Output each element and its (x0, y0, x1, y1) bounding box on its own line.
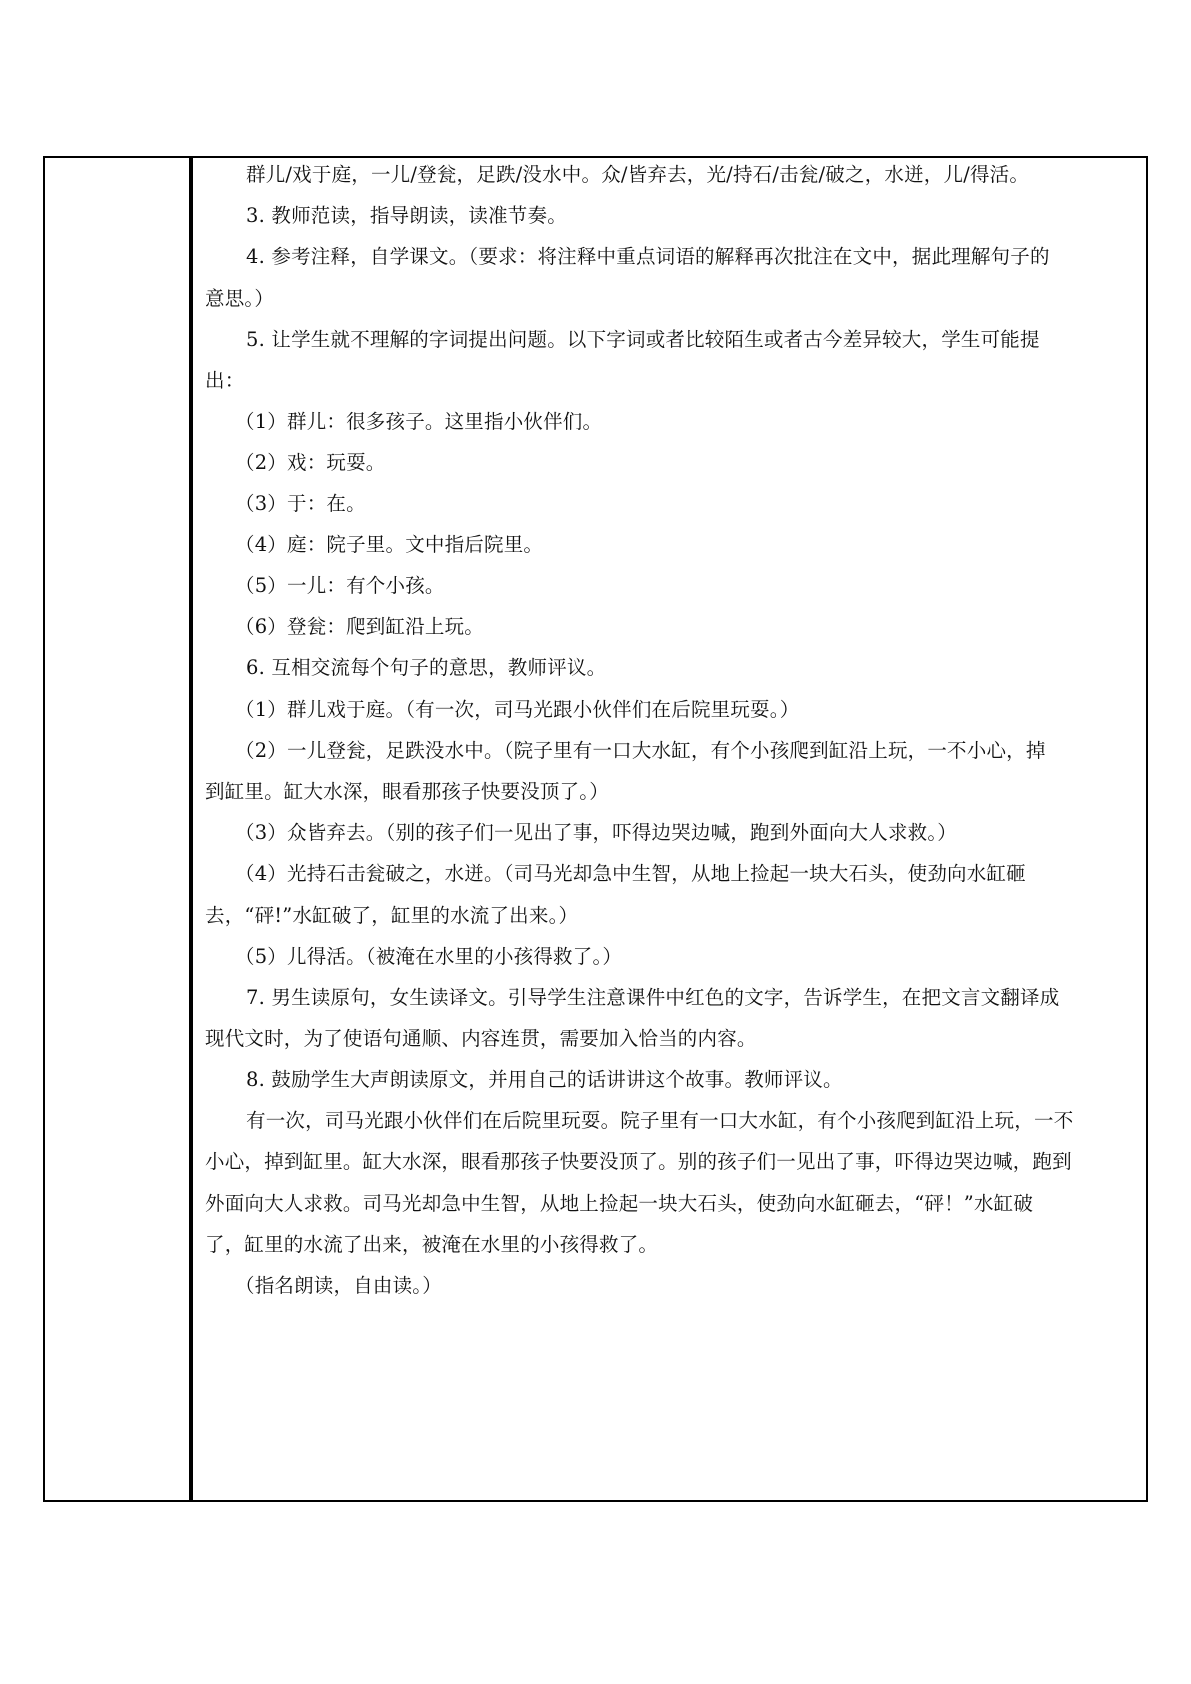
paragraph-line: （5）儿得活。（被淹在水里的小孩得救了。） (235, 945, 623, 968)
paragraph-line: （1）群儿戏于庭。（有一次，司马光跟小伙伴们在后院里玩耍。） (235, 698, 800, 721)
paragraph-line: 小心，掉到缸里。缸大水深，眼看那孩子快要没顶了。别的孩子们一见出了事，吓得边哭边喊，跑到 (205, 1150, 1072, 1173)
paragraph-line: 去，“砰!”水缸破了，缸里的水流了出来。） (205, 904, 579, 927)
paragraph-line: （4）光持石击瓮破之，水迸。（司马光却急中生智，从地上捡起一块大石头，使劲向水缸砸 (235, 862, 1026, 885)
paragraph-line: 群儿/戏于庭，一儿/登瓮，足跌/没水中。众/皆弃去，光/持石/击瓮/破之，水迸，儿/得活。 (246, 163, 1030, 186)
paragraph-line: 了，缸里的水流了出来，被淹在水里的小孩得救了。 (205, 1233, 659, 1256)
paragraph-line: 3. 教师范读，指导朗读，读准节奏。 (246, 204, 567, 227)
paragraph-line: 外面向大人求救。司马光却急中生智，从地上捡起一块大石头，使劲向水缸砸去，“砰！”水缸破 (205, 1192, 1034, 1215)
lesson-table (43, 156, 1148, 1502)
paragraph-line: 到缸里。缸大水深，眼看那孩子快要没顶了。） (205, 780, 609, 803)
paragraph-line: 现代文时，为了使语句通顺、内容连贯，需要加入恰当的内容。 (205, 1027, 757, 1050)
left-column-cell (45, 158, 191, 1500)
paragraph-line: 8. 鼓励学生大声朗读原文，并用自己的话讲讲这个故事。教师评议。 (246, 1068, 843, 1091)
content-cell (193, 158, 1146, 1500)
paragraph-line: （指名朗读，自由读。） (235, 1274, 442, 1297)
paragraph-line: 有一次，司马光跟小伙伴们在后院里玩耍。院子里有一口大水缸，有个小孩爬到缸沿上玩，一不 (246, 1109, 1074, 1132)
paragraph-line: 6. 互相交流每个句子的意思，教师评议。 (246, 656, 607, 679)
paragraph-line: 出： (205, 369, 245, 392)
paragraph-line: （3）于：在。 (235, 492, 366, 515)
paragraph-line: （6）登瓮：爬到缸沿上玩。 (235, 615, 485, 638)
paragraph-line: （2）一儿登瓮，足跌没水中。（院子里有一口大水缸，有个小孩爬到缸沿上玩，一不小心，掉 (235, 739, 1046, 762)
paragraph-line: （3）众皆弃去。（别的孩子们一见出了事，吓得边哭边喊，跑到外面向大人求救。） (235, 821, 958, 844)
paragraph-line: （5）一儿：有个小孩。 (235, 574, 445, 597)
paragraph-line: （2）戏：玩耍。 (235, 451, 386, 474)
paragraph-line: 4. 参考注释，自学课文。（要求：将注释中重点词语的解释再次批注在文中，据此理解句子的 (246, 245, 1050, 268)
paragraph-line: 7. 男生读原句，女生读译文。引导学生注意课件中红色的文字，告诉学生，在把文言文翻译成 (246, 986, 1060, 1009)
paragraph-line: 意思。） (205, 287, 275, 310)
paragraph-line: 5. 让学生就不理解的字词提出问题。以下字词或者比较陌生或者古今差异较大，学生可能提 (246, 328, 1040, 351)
paragraph-line: （4）庭：院子里。文中指后院里。 (235, 533, 544, 556)
paragraph-line: （1）群儿：很多孩子。这里指小伙伴们。 (235, 410, 603, 433)
